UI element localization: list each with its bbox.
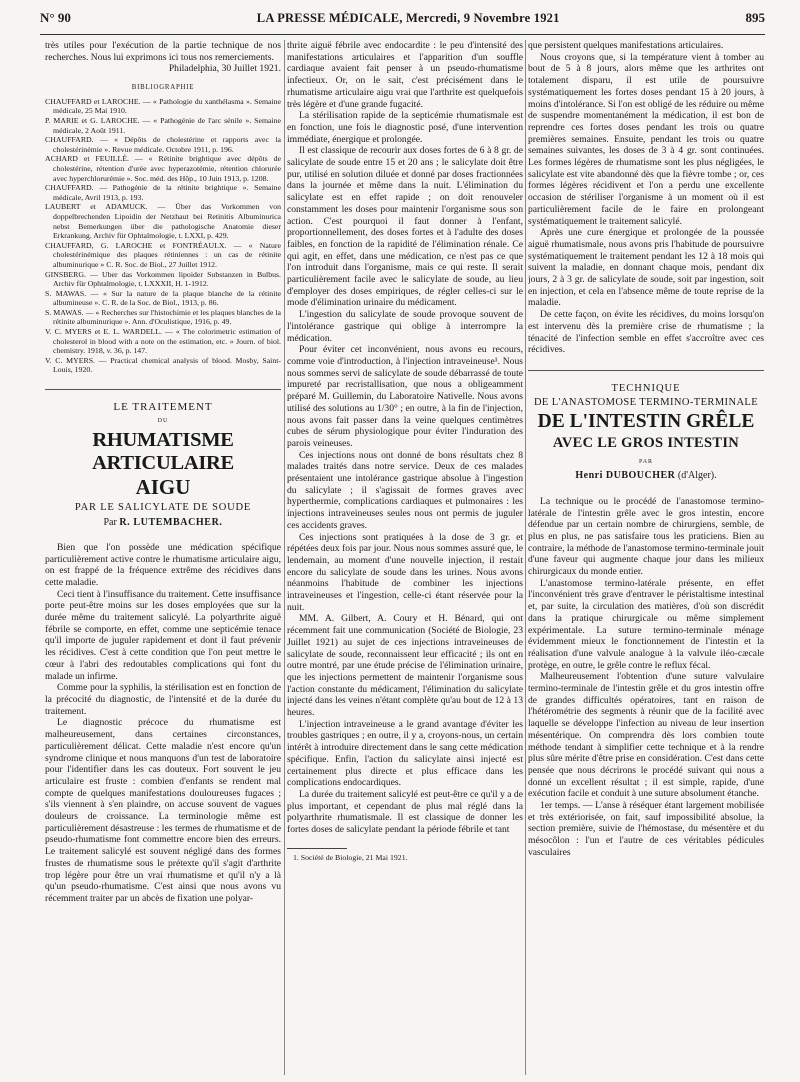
intro-text: très utiles pour l'exécution de la partie technique de nos recherches. Nous lui exprimons ici tous nos remerciements. [45,40,281,63]
body-paragraph: Ces injections sont pratiquées à la dose de 3 gr. et répétées deux fois par jour. Nous nous sommes assuré que, le lendemain, au moment d'une nouvelle injection, il restait encore du salicylate de soude dans les urines. Nous avons néanmoins l'habitude de combiner les injections intraveineuses et l'ingestion, celle-ci étant réservée pour la nuit. [287,531,523,613]
article-kicker: TECHNIQUE [611,382,681,394]
running-header [40,10,765,28]
body-paragraph: MM. A. Gilbert, A. Coury et H. Bénard, qui ont récemment fait une communication (Société de Biologie, 23 Juillet 1921) au sujet de ces injections intraveineuses de salicylate de soude, reconnaissent leur efficacité ; ils ont en outre montré, par une étude précise de l'élimination urinaire, que les injections permettent de maintenir l'organisme sous l'action constante du médicament, l'élimination du salicylate injecté dans les veines n'étant complète qu'au bout de 12 à 13 heures. [287,613,523,719]
bibliography-list [45,97,281,375]
author-prefix: Par [103,517,117,529]
bibliography-entry: CHAUFFARD, G. LAROCHE et FONTRÉAULX. — « Nature cholestérinémique des plaques rétiniennes : un cas de rétinite albuminurique » C. R. Soc. de Biol., 27 Juillet 1912. [45,240,281,269]
bibliography-entry: P. MARIE et G. LAROCHE. — « Pathogénie de l'arc sénile ». Semaine médicale, 2 Août 1911. [45,116,281,135]
author-name: Henri DUBOUCHER [575,470,676,482]
bibliography-entry: S. MAWAS. — « Recherches sur l'histochimie et les plaques blanches de la rétinite albuminurique ». Ann. d'Oculistique, 1916, p. 49. [45,307,281,327]
article-du: DU [157,417,169,424]
column-divider-2 [525,40,526,1075]
article-line2: DE L'ANASTOMOSE TERMINO-TERMINALE [533,396,759,408]
body-paragraph: L'ingestion du salicylate de soude provoque souvent de l'intolérance gastrique qui oblige à interrompre la médication. [287,309,523,344]
author-name: R. LUTEMBACHER. [119,517,223,529]
body-paragraph: La durée du traitement salicylé est peut-être ce qu'il y a de plus important, et cependant de plus mal réglé dans la polyarthrite rhumatismale. Il est classique de donner les fortes doses de salicylate pendant la période fébrile et tant [287,789,523,836]
column-divider-1 [284,40,285,1075]
body-paragraph: Ceci tient à l'insuffisance du traitement. Cette insuffisance porte peut-être moins sur les doses employées que sur la durée même du traitement salicylé. La polyarthrite aiguë fébrile se comporte, en effet, comme une septicémie tenace qu'il importe de juguler rapidement et dont il faut prévenir les récidives. C'est à cette condition que l'on peut mettre le cœur à l'abri des redoutables complications qui font du malade un infirme. [45,588,281,682]
article-kicker: LE TRAITEMENT [113,401,213,414]
bibliography-entry: LAUBERT et ADAMUCK. — Über das Vorkommen von doppelbrechenden Lipoidin der Netzhaut bei Retinitis Albuminurica nebst Bemerkungen über die pathologische Anatomie dieser Erkrankung. Archiv für Ophtalmologie, t. LXXI, p. 429. [45,202,281,241]
body-paragraph: La stérilisation rapide de la septicémie rhumatismale est en fonction, une fois le diagnostic posé, d'une intervention immédiate, énergique et prolongée. [287,110,523,145]
body-paragraph: que persistent quelques manifestations articulaires. [528,40,724,51]
article-title-2: AVEC LE GROS INTESTIN [552,435,740,452]
journal-title-date: LA PRESSE MÉDICALE, Mercredi, 9 Novembre 1921 [256,11,560,25]
footnote: 1. Société de Biologie, 21 Mai 1921. [293,852,408,862]
bibliography-entry: GINSBERG. — Uber das Vorkommen lipoider Substanzen in Bulbus. Archiv für Ophtalmologie, t. LXXXII, H. 1-1912. [45,269,281,289]
article-heading-rhumatisme [45,402,281,529]
body-paragraph: Comme pour la syphilis, la stérilisation est en fonction de la précocité du diagnostic, de l'intensité et de la durée du traitement. [45,682,281,717]
body-paragraph: Nous croyons que, si la température vient à tomber au bout de 5 à 8 jours, alors même que les arthrites ont totalement disparu, il est utile de poursuivre systématiquement les fortes doses pendant 15 à 20 jours, à moins d'intolérance. Si l'on est obligé de les réduire ou même de suspendre momentanément la médication, il est bon de reprendre ces fortes doses pendant les trois ou quatre premières semaines. Ensuite, pendant les trois ou quatre semaines suivantes, les doses de 3 à 4 gr. sont continuées. Les formes légères de rhumatisme sont les plus négligées, le salicylate est vite abandonné dès que la fièvre tombe ; or, ces formes légères récidivent et l'on a perdu une excellente occasion de stériliser l'organisme à un moment où il est particulièrement facile de le faire en prolongeant systématiquement le traitement salicylé. [528,51,764,227]
page-number: 895 [745,10,765,25]
body-paragraph: L'anastomose termino-latérale présente, en effet l'inconvénient très grave d'entraver le péristaltisme intestinal et, par suite, la circulation des matières, d'où son discrédit dans la pratique chirurgicale ou même simplement expérimentale. La suture termino-terminale ménage évidemment mieux le fonctionnement de l'intestin et la réalisation d'une valvule analogue à la valvule iléo-cæcale protège, en outre, le grêle contre le reflux fécal. [528,577,764,671]
article-title-2: AIGU [135,475,191,500]
body-paragraph: thrite aiguë fébrile avec endocardite : le peu d'intensité des manifestations articulaires et l'apparition d'un souffle cardiaque avaient fait penser à un pseudo-rhumatisme infectieux. Or, on le sait, c'est précisément dans le rhumatisme articulaire aigu vrai que l'arthrite est quelquefois très légère et d'une grande fugacité. [287,40,523,110]
column-1 [45,40,281,1070]
body-paragraph: Il est classique de recourir aux doses fortes de 6 à 8 gr. de salicylate de soude entre 15 et 20 ans ; le salicylate doit être pur, utilisé en solution diluée et donné par doses fractionnées dans la journée et même dans la nuit. L'élimination du salicylate est en effet rapide ; on doit renouveler constamment les doses pour maintenir l'organisme sous son action. C'est pourquoi il faut donner à l'enfant, proportionnellement, des doses fortes et à l'adulte des doses faibles, en fonction de la rapidité de l'élimination rénale. Ce qui agit, en effet, dans une médication, ce n'est pas ce que l'on introduit dans l'organisme, mais ce qui reste. Il serait particulièrement facile avec le salicylate de soude, au lieu d'employer des doses empiriques, de régler celles-ci sur le mode d'élimination urinaire du médicament. [287,145,523,309]
body-paragraph: Le diagnostic précoce du rhumatisme est malheureusement, dans certaines circonstances, particulièrement délicat. Cette maladie n'est encore qu'un syndrome clinique et nous manquons d'un test de laboratoire pour l'identifier dans les cas douteux. Fort souvent le jeu articulaire est fruste : combien d'enfants se rendent mal compte de quelques manifestations douloureuses fugaces ; s'ils viennent à s'en plaindre, on accuse souvent de vagues douleurs de croissance. La terminologie même est particulièrement désastreuse : les termes de rhumatisme et de pseudo-rhumatisme font commettre encore bien des erreurs. Le traitement salicylé est souvent négligé dans des formes frustes de rhumatisme sous le prétexte qu'il s'agit d'arthrite trop légère pour être un vrai rhumatisme et qu'il n'y a là qu'un pseudo-rhumatisme. C'est ainsi que nous avons vu récemment traiter par un abcès de fixation une polyar- [45,717,281,904]
bibliography-entry: ACHARD et FEUILLÉ. — « Rétinite brightique avec dépôts de cholestérine, rétention d'urée avec hyperazotémie, rétention chlorurée avec hyperchlorurémie ». Soc. méd. des Hôp., 10 Juin 1913, p. 1208. [45,154,281,183]
footnote-rule [287,848,347,849]
column-2 [287,40,523,1070]
bibliography-entry: S. MAWAS. — « Sur la nature de la plaque blanche de la rétinite albumineuse ». C. R. de la Soc. de Biol., 1913, p. 86. [45,288,281,308]
bibliography-entry: V. C. MYERS. — Practical chemical analysis of blood. Mosby, Saint-Louis, 1920. [45,355,281,375]
header-rule [40,34,765,35]
issue-number: N° 90 [40,10,71,25]
body-paragraph: La technique ou le procédé de l'anastomose termino-latérale de l'intestin grêle avec le gros intestin, encore défendue par un certain nombre de chirurgiens, semble, de plus en plus, ne pas satisfaire tous les praticiens. Bien au contraire, la méthode de l'anastomose termino-terminale jouit d'une faveur qui augmente chaque jour dans les milieux chirurgicaux du monde entier. [528,495,764,578]
author-affiliation: (d'Alger). [677,470,717,482]
article-par: PAR [638,459,654,466]
body-paragraph: Ces injections nous ont donné de bons résultats chez 8 malades traités dans notre service. Deux de ces malades présentaient une intolérance gastrique absolue à l'ingestion du salicylate ; il s'agissait de formes graves avec hyperthermie, complications cardiaques et pulmonaires : les injections intraveineuses seules nous ont permis de juguler ces accidents graves. [287,449,523,531]
bibliography-entry: CHAUFFARD. — Pathogénie de la rétinite brightique ». Semaine médicale, Avril 1913, p. 193. [45,183,281,202]
article-heading-technique [528,383,764,482]
place-date: Philadelphia, 30 Juillet 1921. [168,63,281,75]
article-author [528,470,764,482]
article-author [45,517,281,529]
column-3 [528,40,764,1070]
article-subtitle: PAR LE SALICYLATE DE SOUDE [74,502,252,514]
body-paragraph: Malheureusement l'obtention d'une suture valvulaire termino-terminale de l'intestin grêle et du gros intestin offre de grandes difficultés opératoires, tant en raison de l'hétérométrie des segments à réunir que de la facilité avec laquelle se développe l'infection au niveau de leur insertion mésentérique. On comprendra dès lors combien toute méthode tendant à simplifier cette technique et à la rendre plus sûre mérite d'être prise en considération. C'est dans cette pensée que nous décrirons le procédé suivant qui nous a donné un excellent résultat ; il est simple, rapide, d'une exécution facile et conduit à une suture absolument étanche. [528,671,764,800]
body-paragraph: Pour éviter cet inconvénient, nous avons eu recours, comme voie d'introduction, à l'injection intraveineuse¹. Nous nous sommes servi de salicylate de soude débarrassé de toute impureté par recristallisation, que nous a obligeamment préparé M. Guillemin, du Laboratoire Nativelle. Nous avons utilisé des solutions au 1/30° ; en outre, à la fin de l'injection, nous avons fait passer dans la veine quelques centimètres cubes de sérum physiologique pour éviter l'induration des parois veineuses. [287,344,523,449]
bibliography-entry: V. C. MYERS et E. L. WARDELL. — « The colorimetric estimation of cholesterol in blood with a note on the estimation, etc. » Journ. of biol. chemistry. 1918, v. 36, p. 147. [45,327,281,356]
body-paragraph: 1er temps. — L'anse à réséquer étant largement mobilisée et très extériorisée, on fait, sauf impossibilité absolue, la section première, suivie de l'hémostase, du mésentère et du mésocôlon : l'un et l'autre de ces véritables pédicules vasculaires [528,800,764,858]
body-paragraph: Après une cure énergique et prolongée de la poussée aiguë rhumatismale, nous avons pris l'habitude de poursuivre systématiquement le traitement pendant les 12 à 18 mois qui suivent la maladie, en donnant chaque mois, pendant dix jours, 2 à 3 gr. de salicylate de soude, soit par ingestion, soit en injection, et cela en l'absence même de toute reprise de la maladie. [528,227,764,309]
bibliography-title: BIBLIOGRAPHIE [131,84,195,92]
body-paragraph: De cette façon, on évite les récidives, du moins lorsqu'on est intervenu dès la première crise de rhumatisme ; la ténacité de l'infection semble en effet s'accroître avec ces récidives. [528,309,764,356]
article-title: RHUMATISME ARTICULAIRE [92,429,234,475]
body-paragraph: Bien que l'on possède une médication spécifique particulièrement active contre le rhumatisme articulaire aigu, on est frappé de la fréquence extrême des récidives dans cette maladie. [45,541,281,588]
article-title: DE L'INTESTIN GRÊLE [537,411,755,433]
bibliography-entry: CHAUFFARD et LAROCHE. — « Pathologie du xanthélasma ». Semaine médicale, 25 Mai 1910. [45,96,281,116]
body-paragraph: L'injection intraveineuse a le grand avantage d'éviter les troubles gastriques ; en outre, il y a, croyons-nous, un certain intérêt à introduire directement dans le sang cette médication spécifique. Enfin, l'action du salicylate ainsi injecté est certainement plus directe et plus efficace dans les complications endocardiques. [287,718,523,789]
section-separator [45,389,281,390]
section-separator [528,370,764,371]
bibliography-entry: CHAUFFARD. — « Dépôts de cholestérine et rapports avec la cholestérinémie ». Revue médicale. Octobre 1911, p. 196. [45,135,281,154]
